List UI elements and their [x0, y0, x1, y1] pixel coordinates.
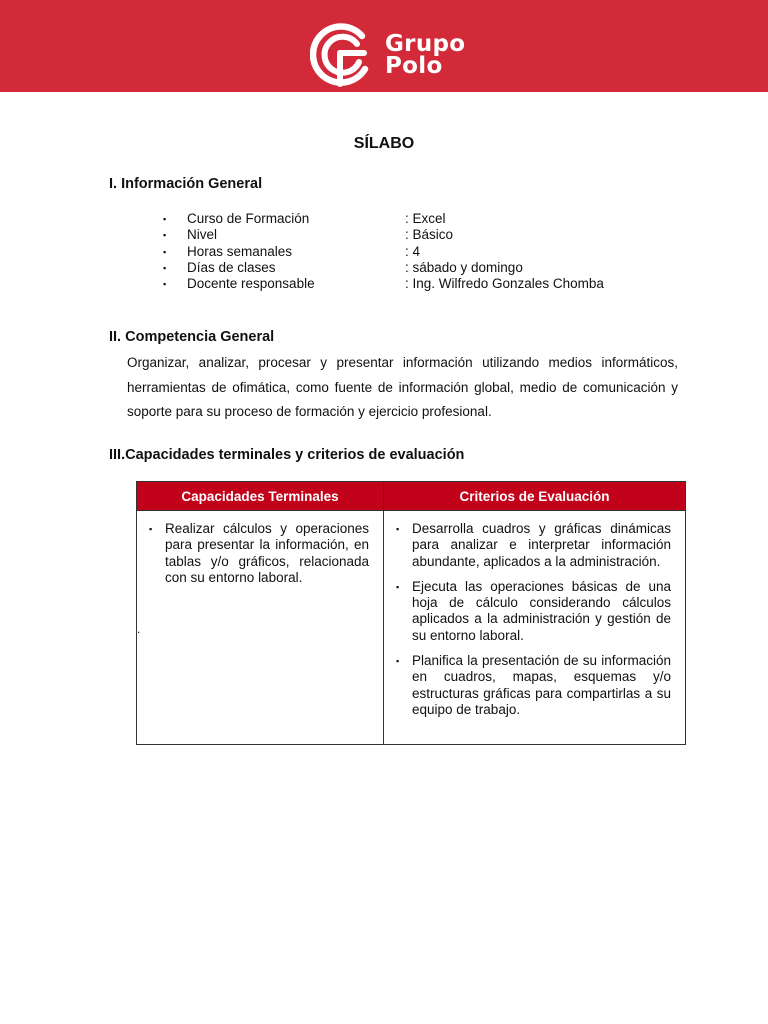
info-label: Horas semanales: [187, 243, 293, 259]
table-row: [137, 511, 686, 745]
info-value: : 4: [405, 243, 421, 259]
bullet-icon: ▪: [163, 279, 167, 290]
info-value: : Excel: [405, 211, 446, 226]
capacidades-table: [136, 481, 686, 745]
brand-line-2: Polo: [385, 53, 443, 79]
bullet-icon: ▪: [163, 214, 167, 224]
info-label: Días de clases: [187, 259, 276, 275]
section-heading-competencia-general: II. Competencia General: [109, 329, 275, 345]
document-title: SÍLABO: [353, 135, 415, 152]
info-value: : Ing. Wilfredo Gonzales Chomba: [405, 276, 604, 292]
info-row-nivel: [163, 227, 663, 243]
info-value: : Básico: [405, 227, 454, 243]
bullet-icon: ▪: [396, 581, 400, 592]
criterio-text: Ejecuta las operaciones básicas de una hoja de cálculo considerando cálculos aplicados a la administración y gestión de su entorno laboral.: [412, 578, 671, 643]
bullet-icon: ▪: [163, 262, 167, 273]
competencia-paragraph: Organizar, analizar, procesar y presentar información utilizando medios informáticos, herramientas de ofimática, como fuente de información global, medio de comunicación y soporte para su proceso de formación y ejercicio profesional.: [127, 355, 678, 419]
stray-mark: .: [137, 622, 141, 636]
info-row-docente: [163, 276, 663, 292]
list-item: [394, 579, 671, 644]
bullet-icon: ▪: [396, 656, 400, 667]
bullet-icon: ▪: [149, 524, 153, 534]
info-value: : sábado y domingo: [405, 259, 523, 275]
info-row-horas: [163, 244, 663, 260]
brand-logo: [310, 20, 485, 92]
table-header-criterios: Criterios de Evaluación: [384, 482, 686, 511]
table-header-capacidades: Capacidades Terminales: [137, 482, 384, 511]
info-label: Docente responsable: [187, 276, 315, 292]
section-heading-informacion-general: I. Información General: [109, 176, 263, 192]
info-label: Nivel: [187, 227, 218, 243]
list-item: [394, 521, 671, 570]
bullet-icon: ▪: [163, 246, 167, 257]
info-label: Curso de Formación: [187, 211, 310, 226]
criterio-text: Planifica la presentación de su información en cuadros, mapas, esquemas y/o estructuras gráficas para compartirlas a su equipo de trabajo.: [412, 653, 671, 717]
bullet-icon: ▪: [163, 230, 167, 241]
general-info-list: [163, 211, 663, 292]
info-row-curso: [163, 211, 663, 227]
section-heading-capacidades: III.Capacidades terminales y criterios de evaluación: [109, 447, 465, 463]
list-item: [394, 653, 671, 718]
brand-line-1: Grupo: [385, 31, 466, 57]
capacidades-cell: [137, 511, 384, 745]
brand-name: [385, 33, 465, 77]
grupo-polo-logo-icon: [310, 20, 376, 92]
info-row-dias: [163, 260, 663, 276]
header-banner: [0, 0, 768, 92]
capacidad-text: Realizar cálculos y operaciones para presentar la información, en tablas y/o gráficos, relacionada con su entorno laboral.: [165, 521, 369, 585]
criterios-cell: [384, 511, 686, 745]
criterio-text: Desarrolla cuadros y gráficas dinámicas para analizar e interpretar información abundante, aplicados a la administración.: [412, 521, 671, 569]
list-item: [147, 521, 369, 586]
bullet-icon: ▪: [396, 524, 400, 534]
